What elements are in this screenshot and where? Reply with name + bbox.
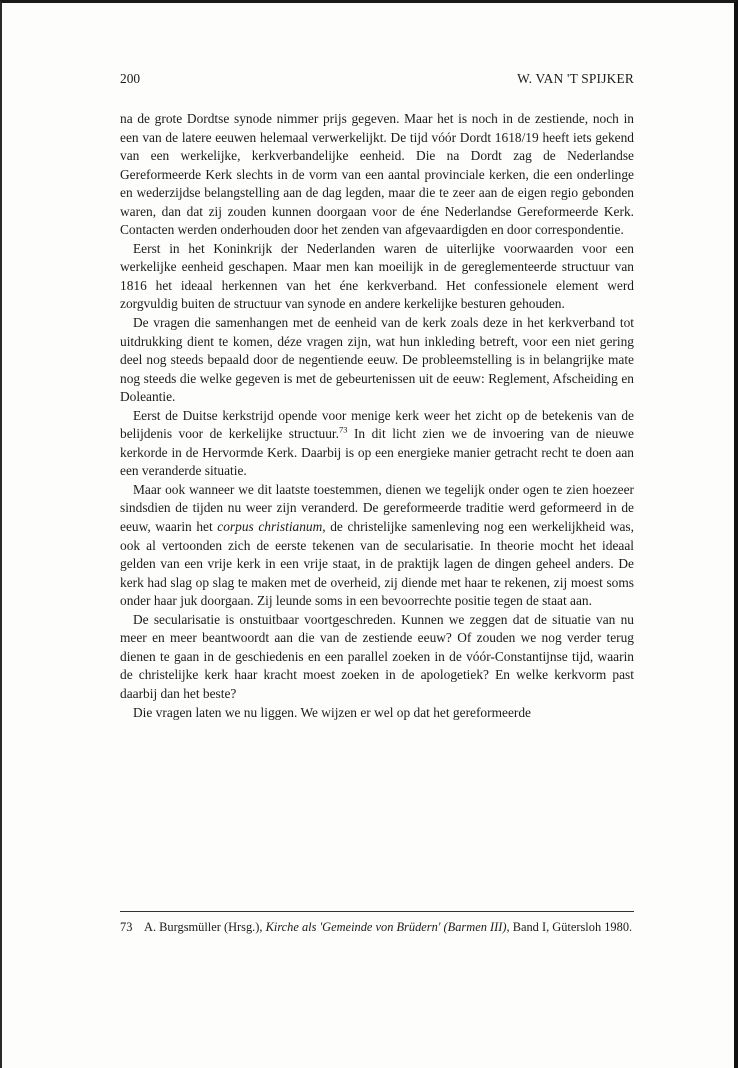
paragraph xyxy=(120,611,634,704)
text-run: , Band I, Gütersloh 1980. xyxy=(506,920,633,934)
text-run: Eerst de Duitse kerkstrijd opende voor menige kerk weer het zicht op de betekenis van de belijdenis voor de kerkelijke structuur. xyxy=(120,407,634,442)
paragraph xyxy=(120,407,634,481)
paragraph xyxy=(120,704,634,723)
page-number: 200 xyxy=(120,71,141,86)
italic-text: Kirche als 'Gemeinde von Brüdern' (Barmen III) xyxy=(265,920,507,934)
text-run: na de grote Dordtse synode nimmer prijs gegeven. Maar het is noch in de zestiende, noch in een van de latere eeuwen helemaal verwerkelijkt. De tijd vóór Dordt 1618/19 heeft iets gekend van een werkelijke, kerkverbandelijke eenheid. Die na Dordt zag de Nederlandse Gereformeerde Kerk slechts in de vorm van een aantal provinciale kerken, die een onderlinge en wederzijdse belangstelling aan de dag legden, maar die te zeer aan de eigen regio gebonden waren, dan dat zij zouden kunnen doorgaan voor de éne Nederlandse Gereformeerde Kerk. Contacten werden onderhouden door het zenden van afgevaardigden en door correspondentie. xyxy=(120,111,634,238)
text-run: De vragen die samenhangen met de eenheid van de kerk zoals deze in het kerkverband tot uitdrukking dient te komen, déze vragen zijn, wat hun inkleding betreft, voor een niet gering deel nog steeds bepaald door de negentiende eeuw. De probleemstelling is in belangrijke mate nog steeds die welke gegeven is met de gebeurtenissen uit de eeuw: Reglement, Afscheiding en Doleantie. xyxy=(120,315,634,405)
running-title: W. VAN 'T SPIJKER xyxy=(517,71,634,86)
text-run: Maar ook wanneer we dit laatste toestemmen, dienen we tegelijk onder ogen te zien hoezeer sindsdien de tijden nu weer zijn veranderd. De gereformeerde traditie werd geformeerd in de eeuw, waarin het xyxy=(120,481,634,535)
footnote xyxy=(120,919,634,936)
text-run: Eerst in het Koninkrijk der Nederlanden waren de uiterlijke voorwaarden voor een werkelijke eenheid geschapen. Maar men kan moeilijk in de gereglementeerde structuur van 1816 het ideaal herkennen van het éne kerkverband. Het confessionele element werd zorgvuldig buiten de structuur van synode en andere kerkelijke besturen gehouden. xyxy=(120,240,634,312)
paragraph xyxy=(120,481,634,611)
italic-text: corpus christianum xyxy=(217,519,323,535)
text-run: A. Burgsmüller (Hrsg.), xyxy=(144,920,266,934)
text-run: In dit licht zien we de invoering van de nieuwe kerkorde in de Hervormde Kerk. Daarbij is op een energieke manier getracht recht te doen aan een veranderde situatie. xyxy=(120,426,634,479)
footnote-number: 73 xyxy=(120,920,133,934)
footnote-reference: 73 xyxy=(338,424,348,435)
body-text xyxy=(120,110,634,722)
paragraph xyxy=(120,110,634,240)
paragraph xyxy=(120,314,634,407)
footnote-divider xyxy=(120,911,634,912)
text-run: , de christelijke samenleving nog een werkelijkheid was, ook al vertoonden zich de eerste tekenen van de secularisatie. In theorie mocht het ideaal gelden van een vrije kerk in een vrije staat, in de praktijk lagen de dingen geheel anders. De kerk had slag op slag te maken met de overheid, zij diende met haar te rekenen, zij moest soms onder haar juk doorgaan. Zij leunde soms in een bevoorrechte positie tegen de staat aan. xyxy=(120,519,634,609)
footnote-text xyxy=(144,919,634,936)
text-run: Die vragen laten we nu liggen. We wijzen er wel op dat het gereformeerde xyxy=(133,704,531,720)
running-head xyxy=(120,69,634,89)
text-run: De secularisatie is onstuitbaar voortgeschreden. Kunnen we zeggen dat de situatie van nu meer en meer beantwoordt aan die van de zestiende eeuw? Of zouden we nog verder terug dienen te gaan in de geschiedenis en een parallel zoeken in de vóór-Constantijnse tijd, waarin de christelijke kerk haar kracht moest zoeken in de apologetiek? En welke kerkvorm past daarbij dan het beste? xyxy=(120,611,634,701)
paragraph xyxy=(120,240,634,314)
